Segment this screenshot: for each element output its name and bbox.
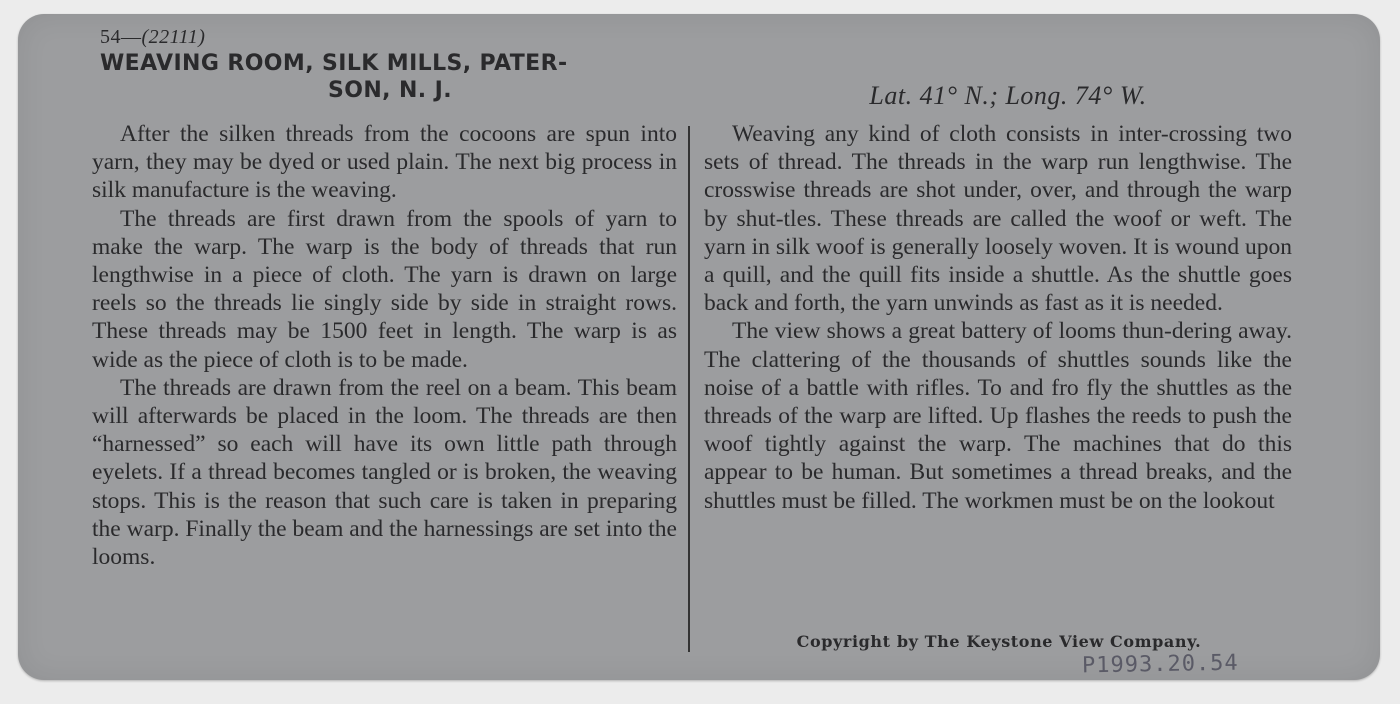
column-divider (688, 126, 690, 652)
card-number (100, 26, 205, 49)
view-number: 54— (100, 26, 142, 48)
paragraph: The view shows a great battery of looms thun-dering away. The clattering of the thousands of shuttles sounds like the noise of a battle with rifles. To and fro fly the shuttles as the threads of the warp are lifted. Up flashes the reeds to push the woof tightly against the warp. The machines that do this appear to be human. But sometimes a thread breaks, and the shuttles must be filled. The workmen must be on the lookout (704, 318, 1292, 514)
accession-number: P1993.20.54 (1081, 650, 1239, 679)
paragraph: The threads are drawn from the reel on a beam. This beam will afterwards be placed in the loom. The threads are then “harnessed” so each will have its own little path through eyelets. If a thread becomes tangled or is broken, the weaving stops. This is the reason that such care is taken in preparing the warp. Finally the beam and the harnessings are set into the looms. (92, 374, 677, 571)
title-line-1: WEAVING ROOM, SILK MILLS, PATER- (100, 51, 568, 76)
paragraph: After the silken threads from the cocoons are spun into yarn, they may be dyed or used plain. The next big process in silk manufacture is the weaving. (92, 121, 677, 204)
lat-long: Lat. 41° N.; Long. 74° W. (869, 81, 1147, 110)
title-line-2: SON, N. J. (328, 78, 452, 103)
catalog-number: (22111) (141, 26, 206, 48)
stereograph-card-back (18, 14, 1380, 680)
card-title (100, 50, 680, 104)
copyright-line: Copyright by The Keystone View Company. (796, 632, 1202, 651)
paragraph: Weaving any kind of cloth consists in inter-crossing two sets of thread. The threads in the warp run lengthwise. The crosswise threads are shot under, over, and through the warp by shut-tles. These threads are called the woof or weft. The yarn in silk woof is generally loosely woven. It is wound upon a quill, and the quill fits inside a shuttle. As the shuttle goes back and forth, the yarn unwinds as fast as it is needed. (704, 121, 1292, 317)
left-column (92, 120, 677, 571)
paragraph: The threads are first drawn from the spools of yarn to make the warp. The warp is the body of threads that run lengthwise in a piece of cloth. The yarn is drawn on large reels so the threads lie singly side by side in straight rows. These threads may be 1500 feet in length. The warp is as wide as the piece of cloth is to be made. (92, 205, 677, 373)
right-column (704, 120, 1292, 515)
